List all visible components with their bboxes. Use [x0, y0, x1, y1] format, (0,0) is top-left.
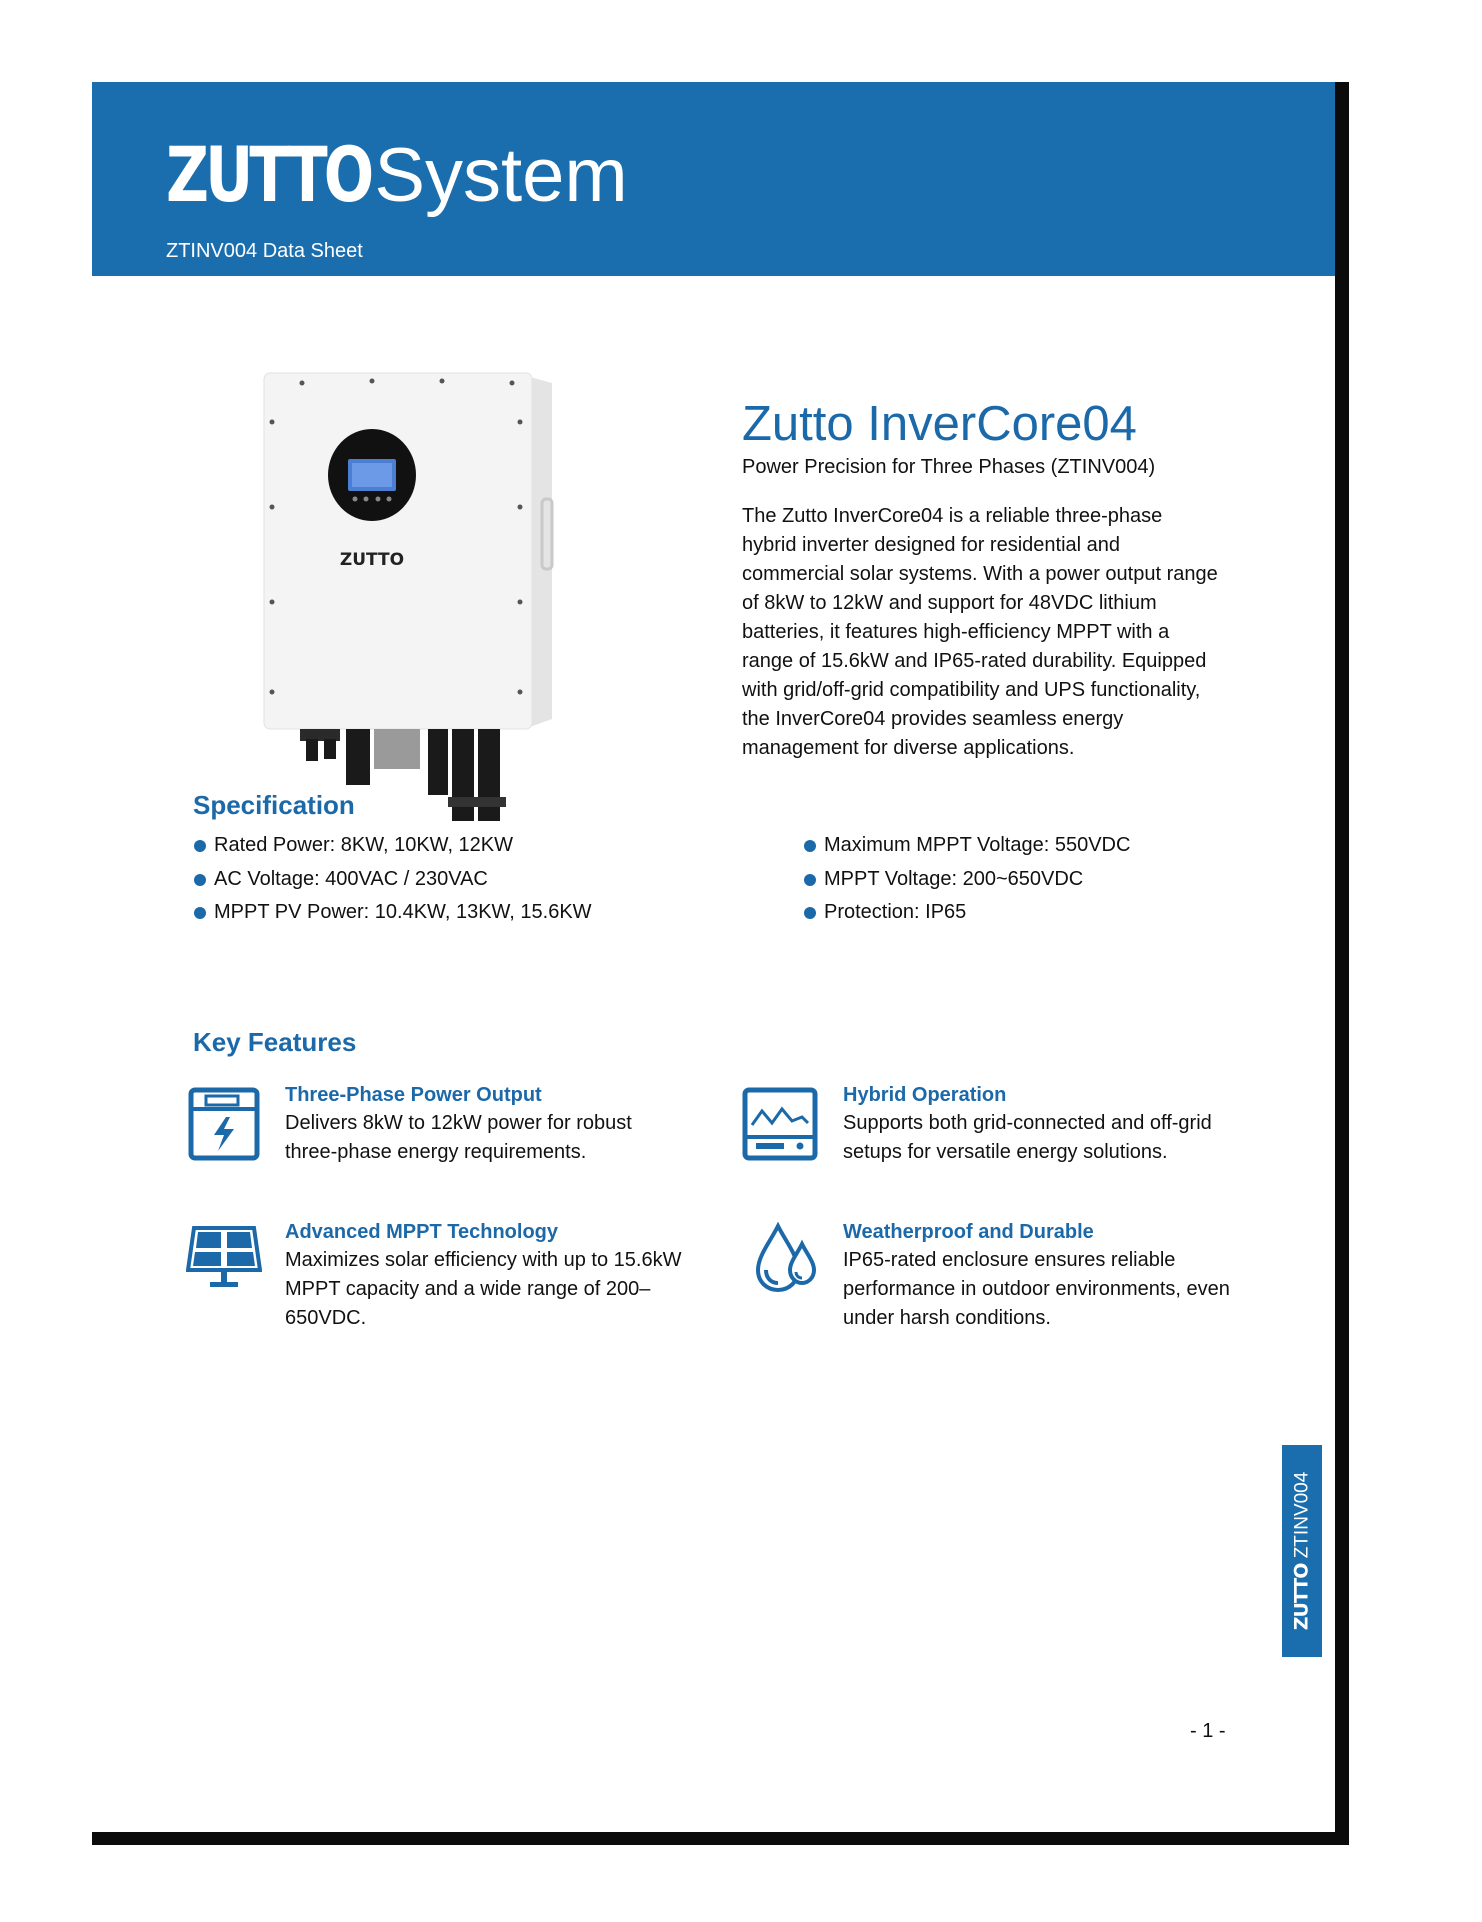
product-description: The Zutto InverCore04 is a reliable three-phase hybrid inverter designed for residential and commercial solar systems. With a power output range of 8kW to 12kW and support for 48VDC lithium batteries, it features high-efficiency MPPT with a range of 15.6kW and IP65-rated durability. Equipped with grid/off-grid compatibility and UPS functionality, the InverCore04 provides seamless energy management for diverse applications. — [742, 505, 1218, 759]
spec-item: MPPT Voltage: 200~650VDC — [804, 863, 1130, 897]
header-banner — [92, 82, 1335, 276]
side-tab-code: ZTINV004 — [1291, 1471, 1313, 1559]
brand-logo: ZUTTO — [166, 130, 371, 219]
inverter-product-image — [262, 347, 602, 857]
product-title: Zutto InverCore04 — [742, 397, 1137, 451]
feature-title: Hybrid Operation — [843, 1084, 1007, 1106]
spec-item: AC Voltage: 400VAC / 230VAC — [194, 863, 592, 897]
feature-desc: Supports both grid-connected and off-grid setups for versatile energy solutions. — [843, 1112, 1212, 1163]
side-tab — [1282, 1445, 1322, 1657]
specification-heading: Specification — [193, 790, 355, 820]
side-tab-logo: ZUTTO — [1290, 1563, 1313, 1631]
battery-bolt-icon — [188, 1087, 260, 1161]
brand-title — [166, 130, 628, 219]
header-subtitle: ZTINV004 Data Sheet — [166, 240, 363, 262]
spec-item: MPPT PV Power: 10.4KW, 13KW, 15.6KW — [194, 896, 592, 930]
water-drops-icon — [752, 1222, 822, 1294]
spec-item: Maximum MPPT Voltage: 550VDC — [804, 829, 1130, 863]
page-number: - 1 - — [1190, 1720, 1226, 1742]
spec-item: Rated Power: 8KW, 10KW, 12KW — [194, 829, 592, 863]
feature-desc: IP65-rated enclosure ensures reliable performance in outdoor environments, even under harsh conditions. — [843, 1249, 1230, 1329]
feature-title: Three-Phase Power Output — [285, 1084, 542, 1106]
spec-list-left — [194, 829, 592, 930]
feature-desc: Maximizes solar efficiency with up to 15.6kW MPPT capacity and a wide range of 200–650VDC. — [285, 1249, 682, 1329]
feature-title: Advanced MPPT Technology — [285, 1221, 558, 1243]
page-shadow-right — [1333, 82, 1349, 1845]
key-features-heading: Key Features — [193, 1027, 357, 1057]
solar-panel-icon — [186, 1224, 262, 1290]
spec-list-right — [804, 829, 1130, 930]
side-tab-label — [1291, 1472, 1314, 1631]
datasheet-page — [92, 82, 1335, 1832]
svg-text:ZUTTO: ZUTTO — [339, 550, 405, 570]
product-tagline: Power Precision for Three Phases (ZTINV004) — [742, 456, 1156, 478]
brand-word: System — [374, 133, 628, 218]
spec-item: Protection: IP65 — [804, 896, 1130, 930]
feature-title: Weatherproof and Durable — [843, 1221, 1094, 1243]
feature-desc: Delivers 8kW to 12kW power for robust three-phase energy requirements. — [285, 1112, 632, 1163]
monitor-waveform-icon — [742, 1087, 818, 1161]
